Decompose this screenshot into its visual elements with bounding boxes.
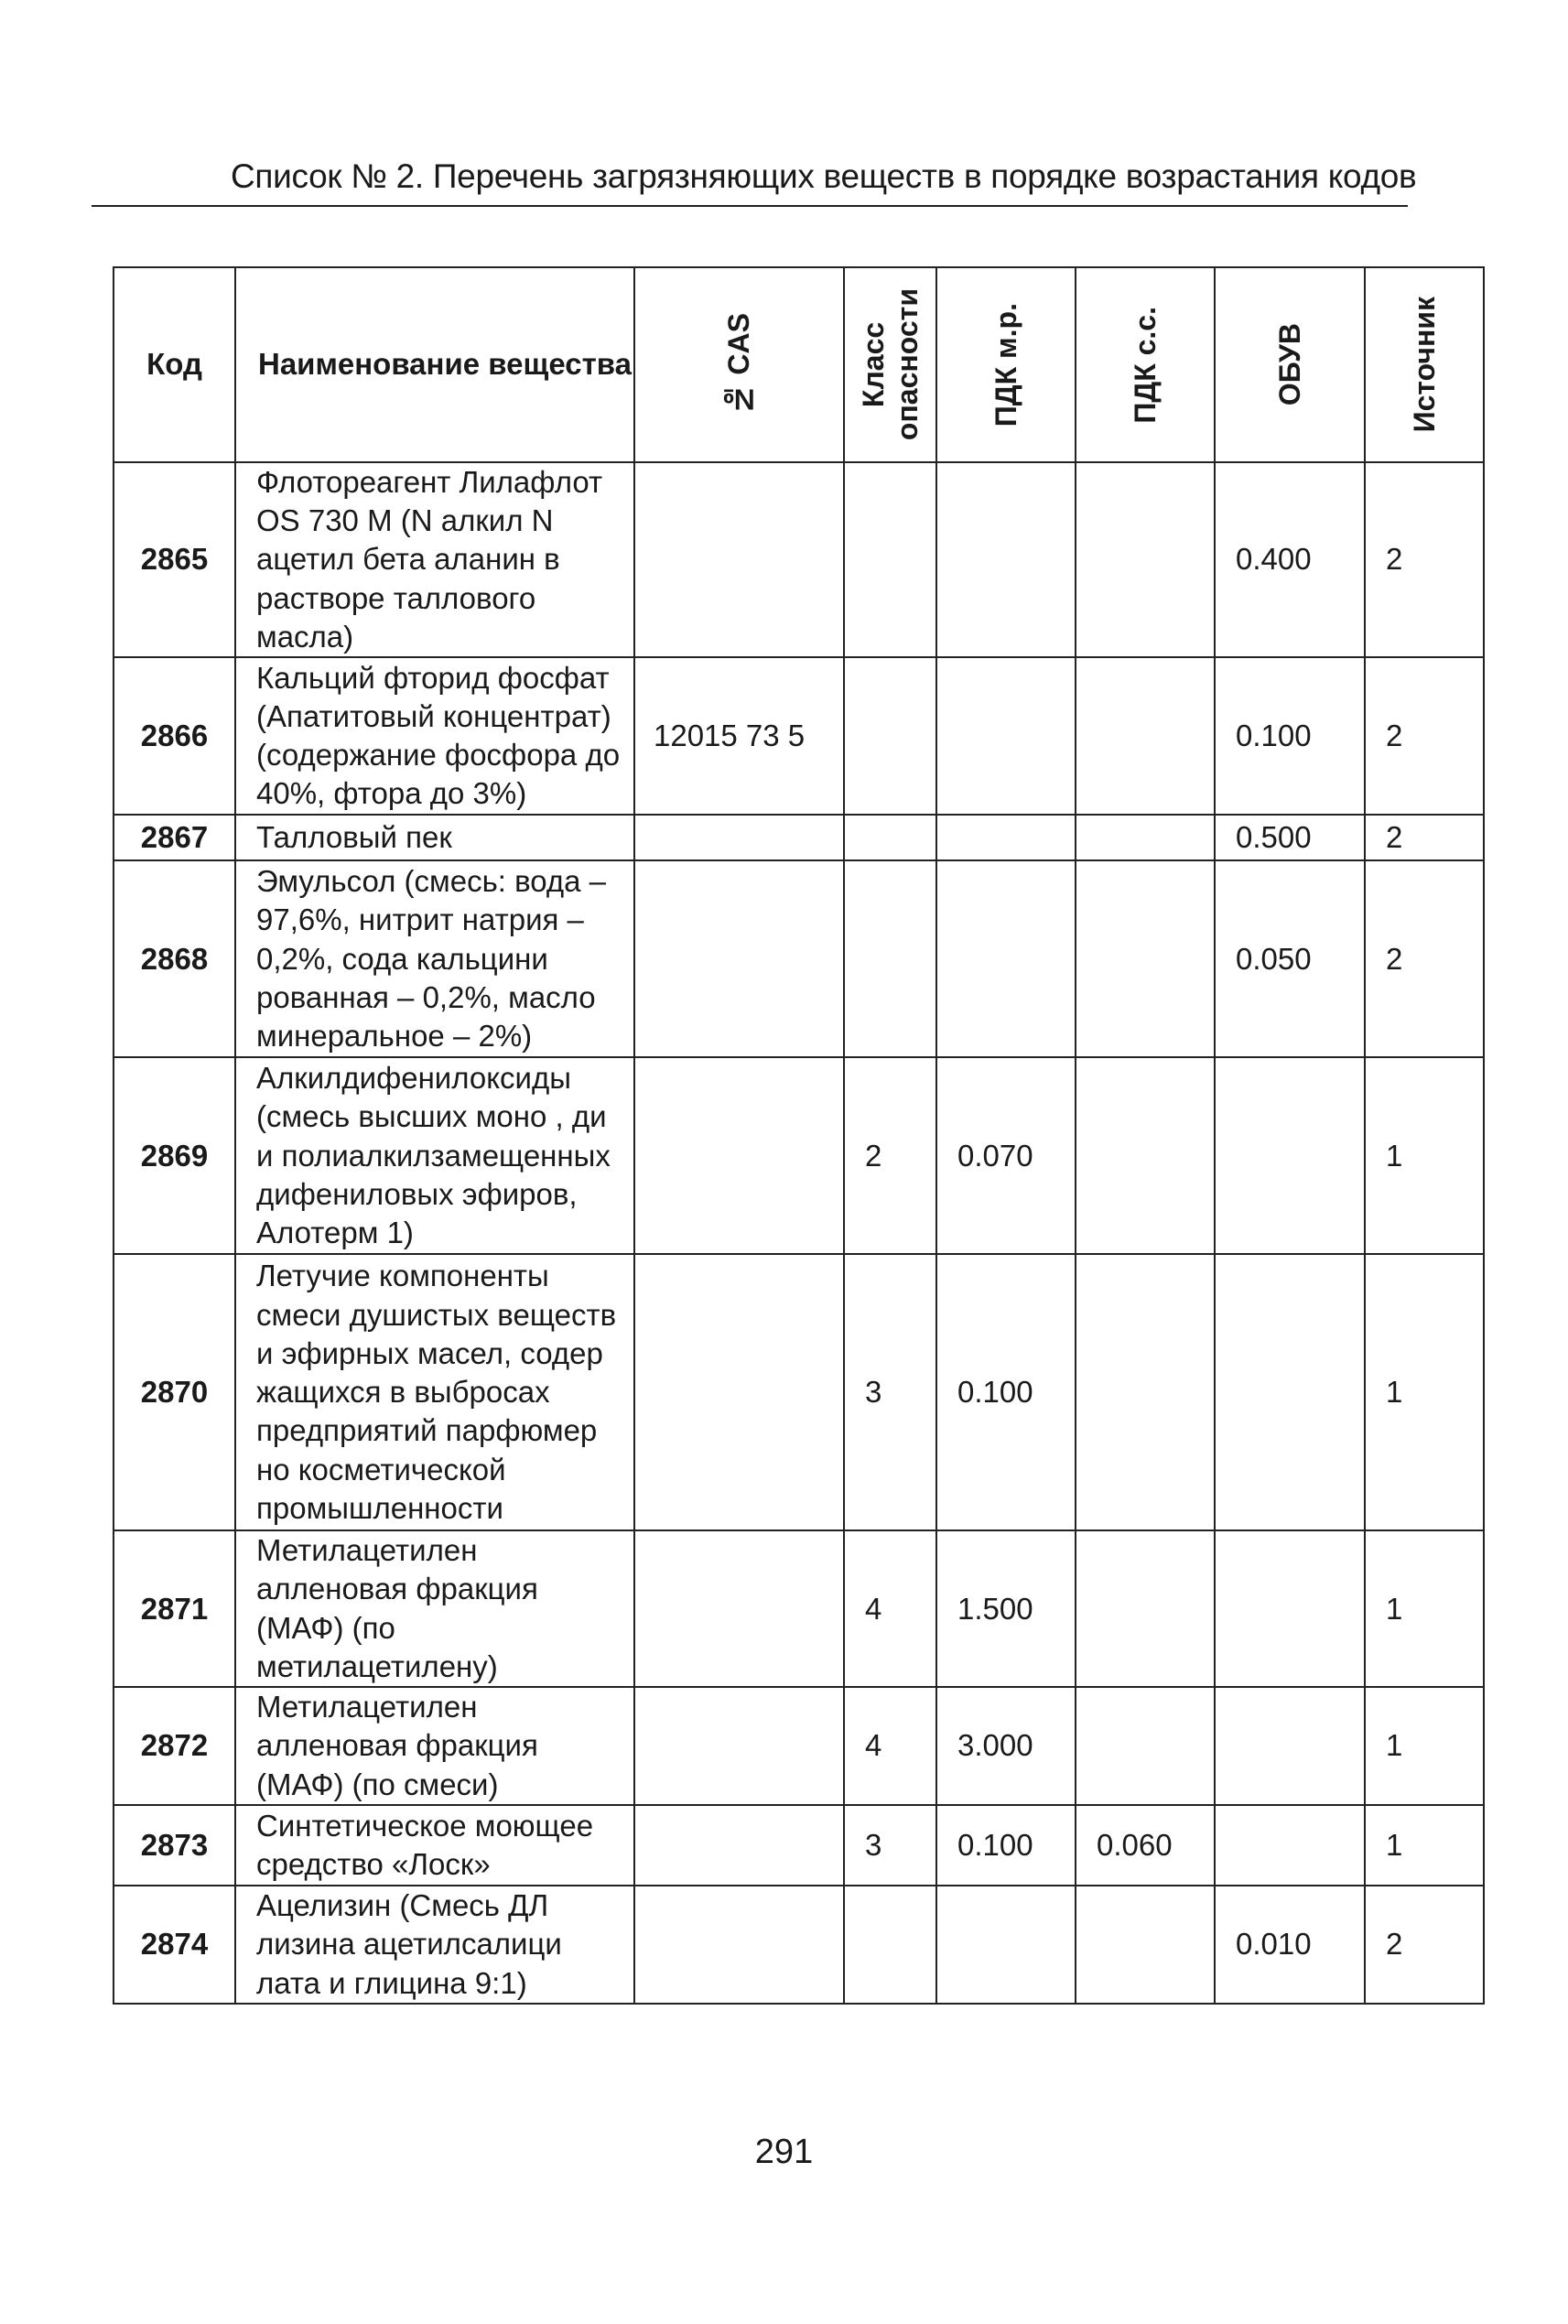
cell-hazard-class: 3 [844, 1254, 936, 1530]
cell-cas [634, 1687, 844, 1805]
cell-source: 1 [1365, 1057, 1484, 1254]
cell-hazard-class: 4 [844, 1530, 936, 1687]
column-header-source-label: Источник [1407, 297, 1441, 433]
table-row [114, 657, 1484, 815]
cell-pdk-mr: 0.070 [936, 1057, 1076, 1254]
table-header-row [114, 267, 1484, 462]
cell-code: 2868 [114, 860, 235, 1057]
cell-obuv [1215, 1687, 1365, 1805]
cell-code: 2872 [114, 1687, 235, 1805]
column-header-pdk-ss [1076, 267, 1215, 462]
cell-hazard-class [844, 860, 936, 1057]
table-row [114, 462, 1484, 657]
cell-name: Флотореагент Лилафлот OS 730 M (N алкил N ацетил бета аланин в растворе таллового масла) [235, 462, 634, 657]
cell-hazard-class [844, 1886, 936, 2004]
cell-pdk-mr [936, 657, 1076, 815]
cell-pdk-mr: 0.100 [936, 1254, 1076, 1530]
cell-pdk-ss [1076, 1254, 1215, 1530]
cell-source: 1 [1365, 1687, 1484, 1805]
cell-name: Летучие компоненты смеси душистых веществ и эфирных масел, содер жащихся в выбросах предприятий парфюмер но косметической промышленности [235, 1254, 634, 1530]
cell-pdk-ss [1076, 860, 1215, 1057]
cell-pdk-ss [1076, 1687, 1215, 1805]
cell-cas [634, 462, 844, 657]
cell-cas: 12015 73 5 [634, 657, 844, 815]
cell-hazard-class: 4 [844, 1687, 936, 1805]
cell-code: 2870 [114, 1254, 235, 1530]
cell-pdk-mr [936, 462, 1076, 657]
cell-source: 1 [1365, 1805, 1484, 1886]
column-header-obuv [1215, 267, 1365, 462]
cell-cas [634, 1805, 844, 1886]
table-row [114, 1254, 1484, 1530]
column-header-hazard-class [844, 267, 936, 462]
cell-pdk-mr: 1.500 [936, 1530, 1076, 1687]
cell-source: 2 [1365, 1886, 1484, 2004]
column-header-pdk-mr [936, 267, 1076, 462]
page-header [92, 154, 1417, 207]
cell-hazard-class [844, 462, 936, 657]
cell-cas [634, 1530, 844, 1687]
cell-obuv: 0.010 [1215, 1886, 1365, 2004]
cell-source: 1 [1365, 1254, 1484, 1530]
column-header-cas [634, 267, 844, 462]
substances-table [113, 266, 1485, 2005]
cell-name: Метилацетилен алленовая фракция (МАФ) (по метилацетилену) [235, 1530, 634, 1687]
cell-name: Метилацетилен алленовая фракция (МАФ) (по смеси) [235, 1687, 634, 1805]
cell-name: Ацелизин (Смесь ДЛ лизина ацетилсалици лата и глицина 9:1) [235, 1886, 634, 2004]
cell-code: 2866 [114, 657, 235, 815]
cell-code: 2865 [114, 462, 235, 657]
cell-name: Эмульсол (смесь: вода – 97,6%, нитрит натрия – 0,2%, сода кальцини рованная – 0,2%, масло минеральное – 2%) [235, 860, 634, 1057]
cell-obuv [1215, 1057, 1365, 1254]
table-row [114, 860, 1484, 1057]
cell-code: 2867 [114, 815, 235, 860]
column-header-name: Наименование вещества [235, 267, 634, 462]
cell-obuv: 0.400 [1215, 462, 1365, 657]
cell-source: 2 [1365, 860, 1484, 1057]
page-number: 291 [754, 2133, 814, 2171]
table-row [114, 1687, 1484, 1805]
cell-name: Синтетическое моющее средство «Лоск» [235, 1805, 634, 1886]
cell-cas [634, 1254, 844, 1530]
cell-name: Талловый пек [235, 815, 634, 860]
cell-pdk-ss [1076, 1886, 1215, 2004]
cell-cas [634, 815, 844, 860]
cell-code: 2871 [114, 1530, 235, 1687]
cell-source: 1 [1365, 1530, 1484, 1687]
column-header-cas-label: № CAS [722, 313, 756, 416]
column-header-obuv-label: ОБУВ [1272, 323, 1306, 406]
cell-pdk-ss [1076, 657, 1215, 815]
page-title: Список № 2. Перечень загрязняющих веществ в порядке возрастания кодов [231, 157, 1417, 195]
cell-pdk-ss [1076, 1530, 1215, 1687]
column-header-hazard-class-label: Класс опасности [856, 288, 924, 441]
cell-source: 2 [1365, 657, 1484, 815]
cell-pdk-ss [1076, 1057, 1215, 1254]
cell-code: 2869 [114, 1057, 235, 1254]
cell-obuv: 0.100 [1215, 657, 1365, 815]
column-header-pdk-mr-label: ПДК м.р. [989, 302, 1022, 427]
cell-hazard-class [844, 815, 936, 860]
cell-pdk-ss: 0.060 [1076, 1805, 1215, 1886]
cell-pdk-mr [936, 1886, 1076, 2004]
cell-cas [634, 1886, 844, 2004]
cell-pdk-mr: 0.100 [936, 1805, 1076, 1886]
cell-name: Кальций фторид фосфат (Апатитовый концентрат) (содержание фосфора до 40%, фтора до 3%) [235, 657, 634, 815]
cell-name: Алкилдифенилоксиды (смесь высших моно , ди и полиалкилзамещенных дифениловых эфиров, Алотерм 1) [235, 1057, 634, 1254]
cell-obuv: 0.050 [1215, 860, 1365, 1057]
cell-source: 2 [1365, 815, 1484, 860]
cell-pdk-mr [936, 860, 1076, 1057]
cell-obuv: 0.500 [1215, 815, 1365, 860]
cell-hazard-class [844, 657, 936, 815]
cell-cas [634, 1057, 844, 1254]
table-row [114, 1530, 1484, 1687]
cell-code: 2874 [114, 1886, 235, 2004]
cell-code: 2873 [114, 1805, 235, 1886]
cell-obuv [1215, 1805, 1365, 1886]
cell-obuv [1215, 1530, 1365, 1687]
table-row [114, 1886, 1484, 2004]
column-header-pdk-ss-label: ПДК с.с. [1128, 306, 1162, 424]
table-row [114, 1057, 1484, 1254]
cell-source: 2 [1365, 462, 1484, 657]
column-header-source [1365, 267, 1484, 462]
cell-hazard-class: 3 [844, 1805, 936, 1886]
cell-pdk-mr: 3.000 [936, 1687, 1076, 1805]
cell-pdk-ss [1076, 815, 1215, 860]
table-row [114, 1805, 1484, 1886]
column-header-code: Код [114, 267, 235, 462]
cell-pdk-mr [936, 815, 1076, 860]
cell-hazard-class: 2 [844, 1057, 936, 1254]
cell-obuv [1215, 1254, 1365, 1530]
table-row [114, 815, 1484, 860]
cell-cas [634, 860, 844, 1057]
cell-pdk-ss [1076, 462, 1215, 657]
